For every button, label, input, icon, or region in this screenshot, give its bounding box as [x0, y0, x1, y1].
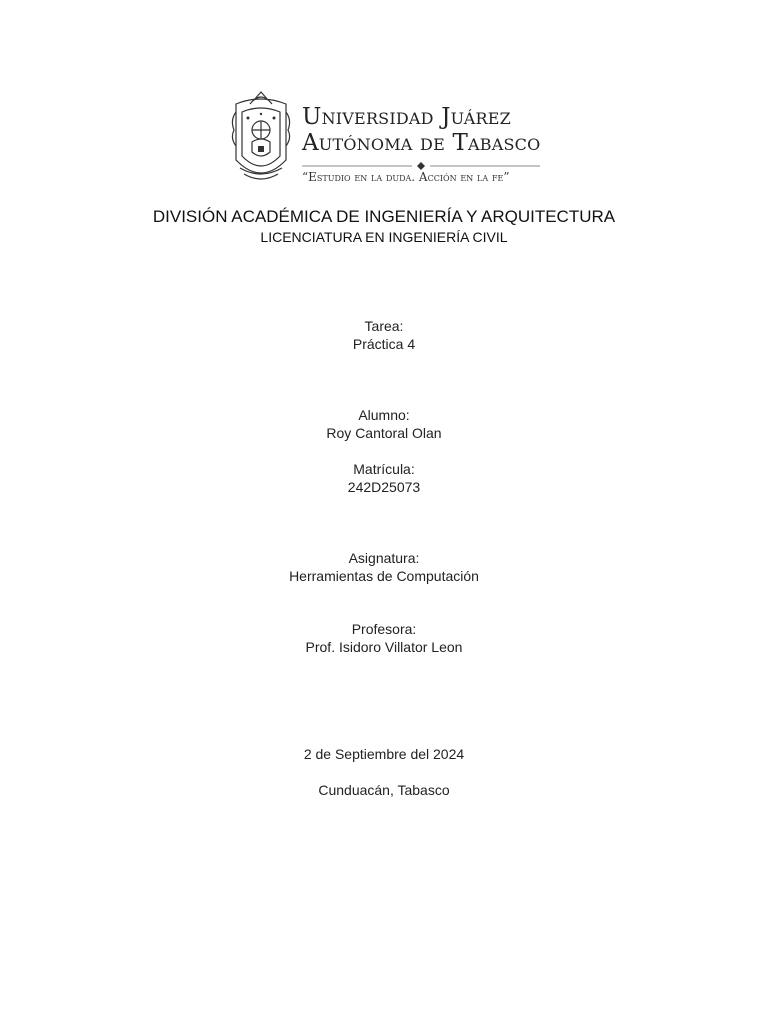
alumno-label: Alumno:: [358, 407, 410, 423]
division-title: DIVISIÓN ACADÉMICA DE INGENIERÍA Y ARQUITECTURA: [152, 207, 616, 226]
asignatura-label: Asignatura:: [348, 550, 420, 566]
university-logo: [228, 88, 548, 188]
university-name-line1: Universidad Juárez: [302, 104, 511, 130]
alumno-value: Roy Cantoral Olan: [326, 425, 442, 441]
profesora-label: Profesora:: [351, 621, 417, 637]
program-title: LICENCIATURA EN INGENIERÍA CIVIL: [260, 229, 508, 245]
date-text: 2 de Septiembre del 2024: [303, 746, 465, 762]
asignatura-value: Herramientas de Computación: [289, 568, 479, 584]
tarea-value: Práctica 4: [352, 336, 416, 352]
university-name-line2: Autónoma de Tabasco: [302, 130, 541, 156]
matricula-value: 242D25073: [347, 479, 421, 495]
profesora-value: Prof. Isidoro Villator Leon: [305, 639, 463, 655]
place-text: Cunduacán, Tabasco: [318, 782, 450, 798]
matricula-label: Matrícula:: [353, 461, 415, 477]
university-seal-icon: [228, 90, 294, 186]
university-motto: “Estudio en la duda. Acción en la fe”: [302, 170, 510, 184]
tarea-label: Tarea:: [364, 318, 404, 334]
